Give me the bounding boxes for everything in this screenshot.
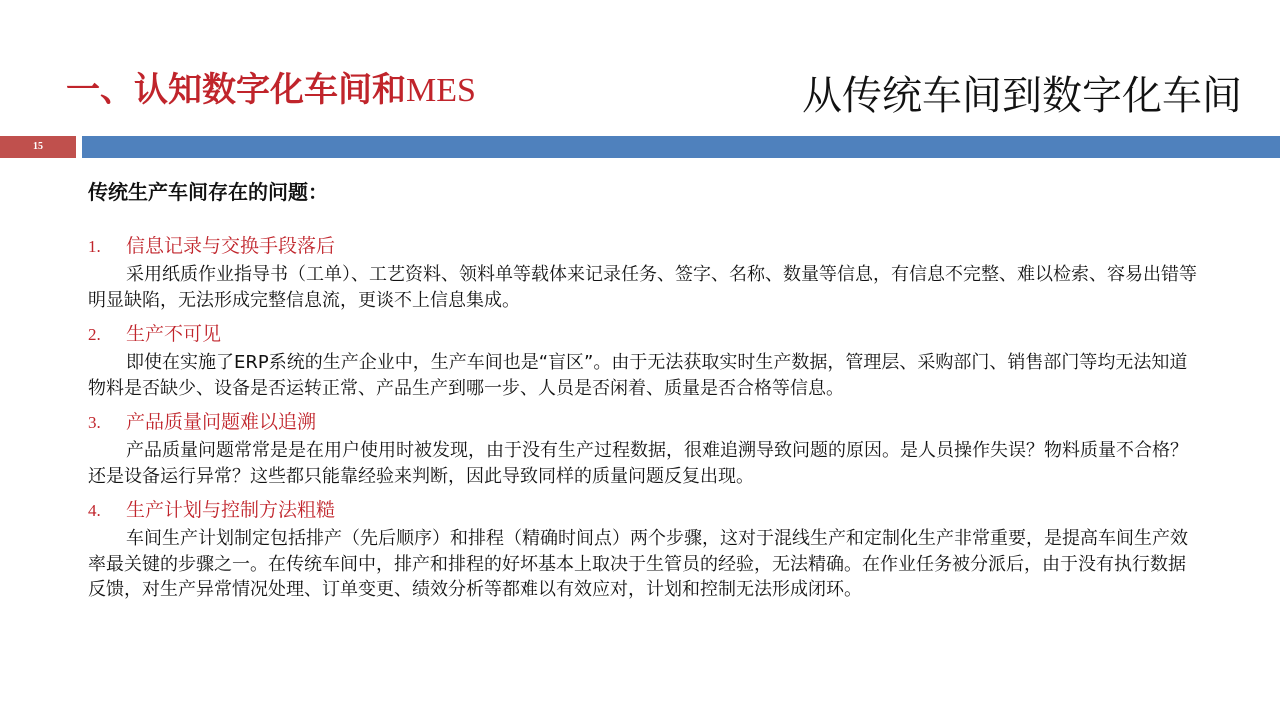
section-title bbox=[66, 62, 476, 111]
problem-description: 车间生产计划制定包括排产（先后顺序）和排程（精确时间点）两个步骤，这对于混线生产和定制化生产非常重要，是提高车间生产效率最关键的步骤之一。在传统车间中，排产和排程的好坏基本上取决于生管员的经验，无法精确。在作业任务被分派后，由于没有执行数据反馈，对生产异常情况处理、订单变更、绩效分析等都难以有效应对，计划和控制无法形成闭环。 bbox=[88, 528, 1188, 600]
problem-item bbox=[88, 231, 1198, 313]
slide-subtitle: 从传统车间到数字化车间 bbox=[802, 73, 1242, 119]
problem-description: 产品质量问题常常是是在用户使用时被发现，由于没有生产过程数据，很难追溯导致问题的原因。是人员操作失误？物料质量不合格？还是设备运行异常？这些都只能靠经验来判断，因此导致同样的质量问题反复出现。 bbox=[88, 440, 1188, 487]
problem-title bbox=[88, 495, 1198, 526]
slide-content bbox=[88, 176, 1198, 609]
problem-title-text: 生产不可见 bbox=[126, 323, 222, 345]
problem-number: 1. bbox=[88, 237, 101, 256]
page-number-bar bbox=[0, 136, 76, 158]
problem-description: 采用纸质作业指导书（工单）、工艺资料、领料单等载体来记录任务、签字、名称、数量等信息，有信息不完整、难以检索、容易出错等明显缺陷，无法形成完整信息流，更谈不上信息集成。 bbox=[88, 264, 1197, 311]
page-number: 15 bbox=[33, 141, 43, 152]
section-title-latin: MES bbox=[406, 72, 476, 109]
content-heading: 传统生产车间存在的问题： bbox=[88, 180, 328, 204]
problem-number: 4. bbox=[88, 501, 101, 520]
problem-item bbox=[88, 407, 1198, 489]
problem-title-text: 信息记录与交换手段落后 bbox=[126, 235, 336, 257]
problem-item bbox=[88, 319, 1198, 401]
section-title-cn: 一、认知数字化车间和 bbox=[66, 70, 406, 110]
problem-title-text: 产品质量问题难以追溯 bbox=[126, 411, 317, 433]
problem-number: 2. bbox=[88, 325, 101, 344]
problem-number: 3. bbox=[88, 413, 101, 432]
problem-title bbox=[88, 319, 1198, 350]
problem-title bbox=[88, 231, 1198, 262]
header-divider-bar bbox=[82, 136, 1280, 158]
problem-title-text: 生产计划与控制方法粗糙 bbox=[126, 499, 336, 521]
problem-item bbox=[88, 495, 1198, 603]
problem-title bbox=[88, 407, 1198, 438]
problem-description: 即使在实施了ERP系统的生产企业中，生产车间也是“盲区”。由于无法获取实时生产数据，管理层、采购部门、销售部门等均无法知道物料是否缺少、设备是否运转正常、产品生产到哪一步、人员是否闲着、质量是否合格等信息。 bbox=[88, 352, 1188, 399]
